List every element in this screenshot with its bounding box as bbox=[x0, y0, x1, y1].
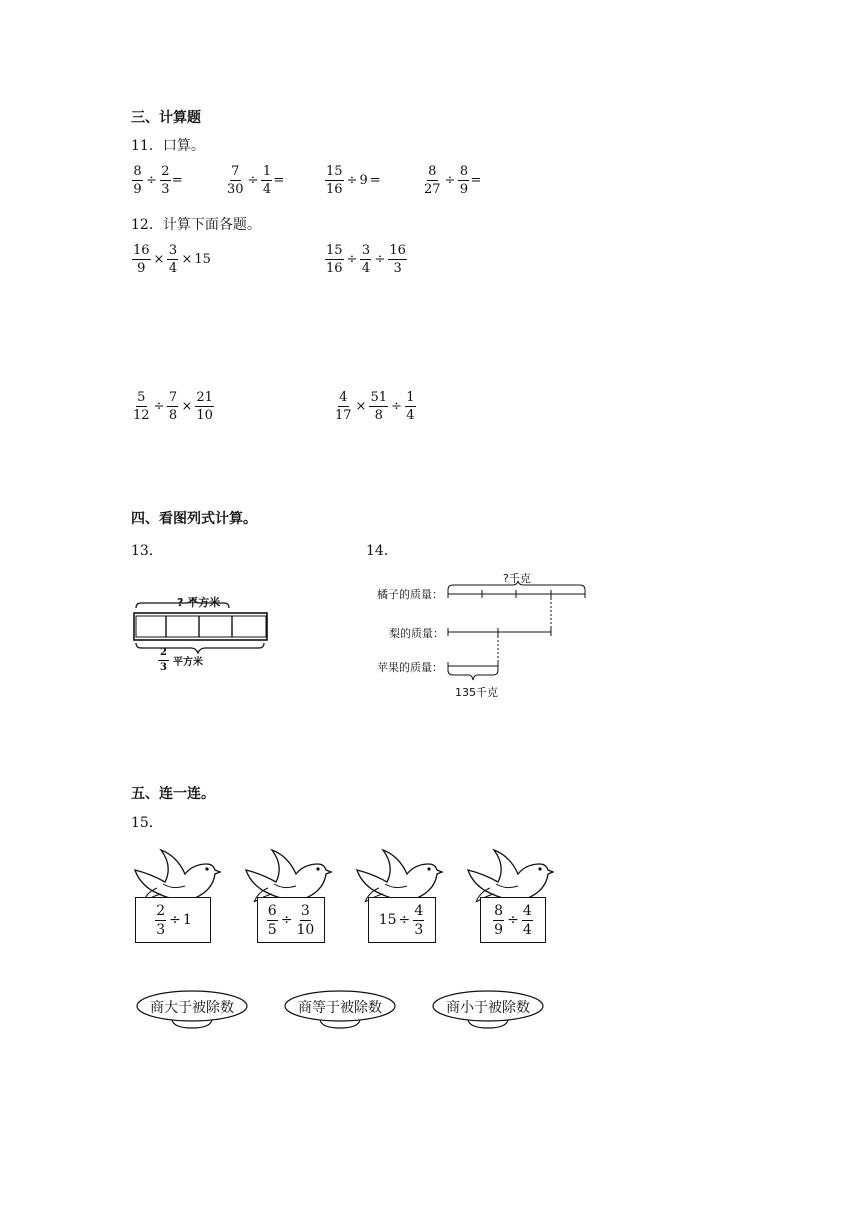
card-1[interactable]: $\frac{2}{3}$ ÷ 1 bbox=[135, 897, 211, 943]
section-4-title: 四、看图列式计算。 bbox=[131, 511, 257, 527]
oval-label-2: 商等于被除数 bbox=[298, 1000, 382, 1016]
fraction: $\frac{6}{5}$ bbox=[267, 902, 277, 938]
fraction: $\frac{3}{4}$ bbox=[168, 243, 178, 276]
fraction: $\frac{16}{9}$ bbox=[133, 243, 150, 276]
oval-label-1: 商大于被除数 bbox=[150, 1000, 234, 1016]
q13-top-label: ? 平方米 bbox=[177, 596, 221, 609]
bottom-brace bbox=[448, 670, 498, 680]
question-14-label: 14． bbox=[366, 543, 398, 559]
q13-bottom-label: $\frac{2}{3}$ 平方米 bbox=[157, 648, 203, 673]
question-12-label: 12．计算下面各题。 bbox=[131, 217, 261, 233]
fraction: $\frac{1}{4}$ bbox=[262, 164, 272, 197]
fraction: $\frac{8}{9}$ bbox=[459, 164, 469, 197]
q12-expression-2: $\frac{15}{16}$ ÷ $\frac{3}{4}$ ÷ $\frac{16}{3}$ bbox=[326, 243, 406, 276]
fraction: $\frac{16}{3}$ bbox=[389, 243, 406, 276]
fraction: $\frac{51}{8}$ bbox=[370, 390, 387, 423]
inner-strip bbox=[136, 616, 266, 637]
bird-icon bbox=[355, 842, 445, 902]
fraction: $\frac{8}{9}$ bbox=[494, 902, 504, 938]
fraction: $\frac{15}{16}$ bbox=[326, 243, 343, 276]
q11-item-2: $\frac{7}{30}$ ÷ $\frac{1}{4}$ = bbox=[227, 164, 285, 197]
question-11-label: 11．口算。 bbox=[131, 138, 205, 154]
fraction: $\frac{8}{9}$ bbox=[133, 164, 142, 197]
q11-item-1: $\frac{8}{9}$ ÷ $\frac{2}{3}$ = bbox=[133, 164, 183, 197]
top-brace bbox=[448, 581, 585, 590]
question-13-label: 13． bbox=[131, 543, 163, 559]
fraction: $\frac{7}{30}$ bbox=[227, 164, 244, 197]
q14-top-label: ?千克 bbox=[503, 572, 531, 585]
fraction: $\frac{5}{12}$ bbox=[133, 390, 150, 423]
q12-expression-1: $\frac{16}{9}$ × $\frac{3}{4}$ × 15 bbox=[133, 243, 211, 276]
card-2[interactable]: $\frac{6}{5}$ ÷ $\frac{3}{10}$ bbox=[257, 897, 325, 943]
section-3-title: 三、计算题 bbox=[131, 110, 201, 126]
card-4[interactable]: $\frac{8}{9}$ ÷ $\frac{4}{4}$ bbox=[480, 897, 546, 943]
bird-icon bbox=[466, 842, 556, 902]
q14-pear-label: 梨的质量： bbox=[389, 627, 444, 640]
fraction: $\frac{1}{4}$ bbox=[406, 390, 415, 423]
fraction: $\frac{3}{10}$ bbox=[296, 902, 315, 938]
outer-rectangle bbox=[134, 613, 267, 640]
fraction: $\frac{8}{27}$ bbox=[424, 164, 441, 197]
q12-expression-4: $\frac{4}{17}$ × $\frac{51}{8}$ ÷ $\frac{1}{4}$ bbox=[335, 390, 415, 423]
q14-bottom-label: 135千克 bbox=[455, 686, 498, 699]
fraction: $\frac{15}{16}$ bbox=[326, 164, 343, 197]
q14-orange-label: 橘子的质量： bbox=[377, 588, 443, 601]
fraction: $\frac{2}{3}$ bbox=[161, 164, 170, 197]
oval-label-3: 商小于被除数 bbox=[446, 1000, 530, 1016]
q11-item-3: $\frac{15}{16}$ ÷ 9 = bbox=[326, 164, 381, 197]
fraction: $\frac{4}{3}$ bbox=[414, 902, 424, 938]
question-15-label: 15． bbox=[131, 815, 163, 831]
fraction: $\frac{21}{10}$ bbox=[196, 390, 213, 423]
fraction: $\frac{4}{17}$ bbox=[335, 390, 352, 423]
fraction: $\frac{2}{3}$ bbox=[158, 648, 169, 673]
bird-icon bbox=[244, 842, 334, 902]
fraction: $\frac{4}{4}$ bbox=[522, 902, 532, 938]
fraction: $\frac{3}{4}$ bbox=[361, 243, 371, 276]
card-3[interactable]: 15 ÷ $\frac{4}{3}$ bbox=[368, 897, 436, 943]
bird-icon bbox=[133, 842, 223, 902]
fraction: $\frac{7}{8}$ bbox=[168, 390, 178, 423]
q12-expression-3: $\frac{5}{12}$ ÷ $\frac{7}{8}$ × $\frac{21}{10}$ bbox=[133, 390, 213, 423]
q14-line-diagram bbox=[440, 580, 595, 685]
q11-item-4: $\frac{8}{27}$ ÷ $\frac{8}{9}$ = bbox=[424, 164, 482, 197]
fraction: $\frac{2}{3}$ bbox=[156, 902, 166, 938]
q14-apple-label: 苹果的质量： bbox=[377, 661, 443, 674]
section-5-title: 五、连一连。 bbox=[131, 786, 215, 802]
